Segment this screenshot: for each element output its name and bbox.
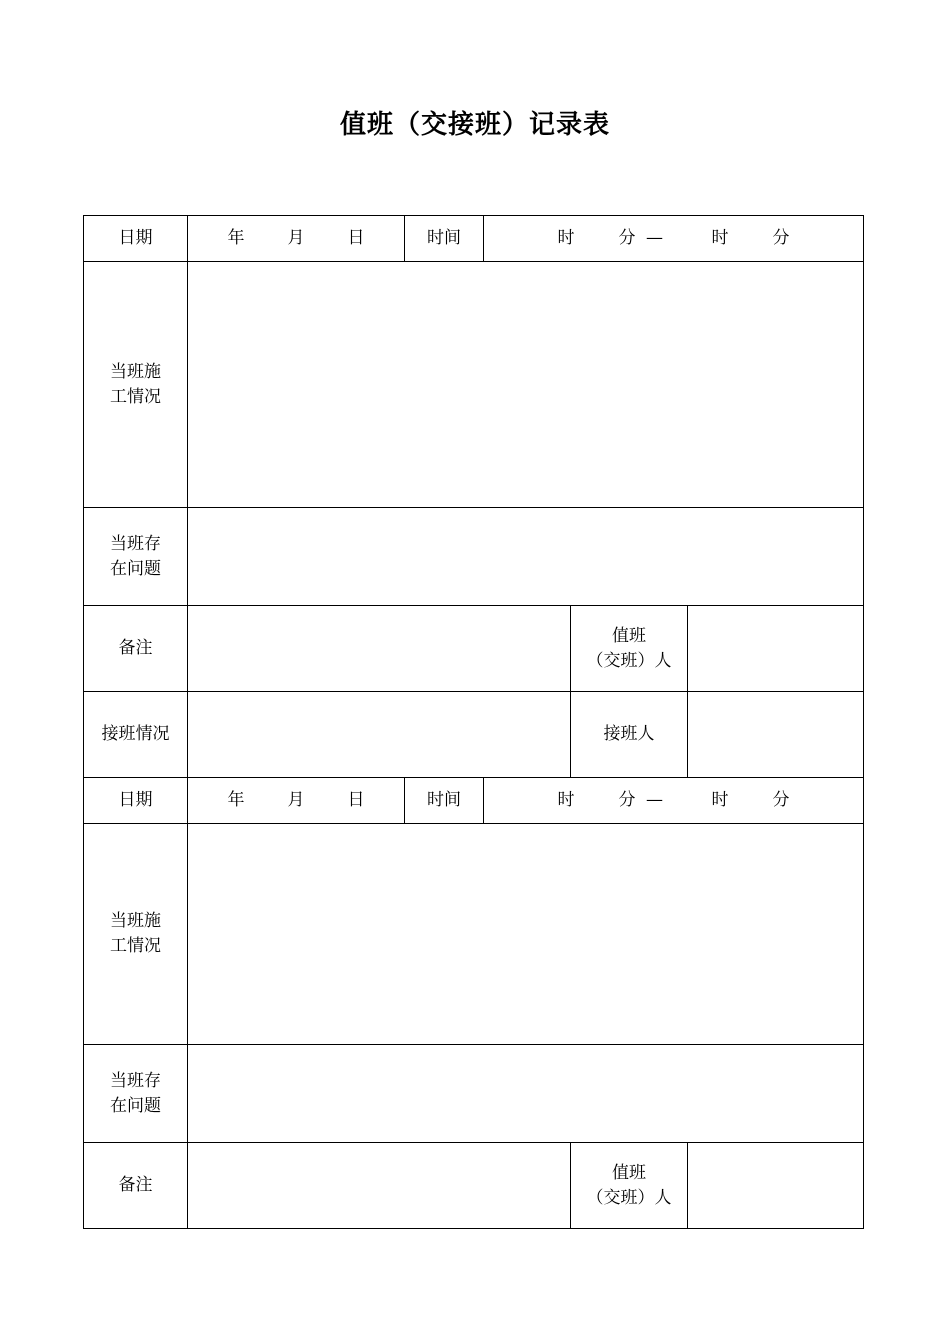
issues-row bbox=[84, 508, 864, 606]
issues-row bbox=[84, 1045, 864, 1143]
remarks-label: 备注 bbox=[84, 1143, 188, 1229]
year-label: 年 bbox=[227, 790, 245, 810]
construction-label: 当班施 工情况 bbox=[84, 824, 188, 1045]
duty-person-label: 值班 （交班）人 bbox=[571, 1143, 688, 1229]
minute-label: 分 bbox=[618, 228, 636, 248]
day-label: 日 bbox=[347, 790, 365, 810]
issues-label: 当班存 在问题 bbox=[84, 1045, 188, 1143]
duty-record-table bbox=[83, 215, 864, 1229]
construction-field[interactable] bbox=[188, 262, 864, 508]
date-row bbox=[84, 216, 864, 262]
issues-field[interactable] bbox=[188, 1045, 864, 1143]
remarks-field[interactable] bbox=[188, 606, 571, 692]
remarks-label: 备注 bbox=[84, 606, 188, 692]
time-label: 时间 bbox=[405, 778, 484, 824]
time-range-field[interactable] bbox=[484, 778, 864, 824]
construction-label: 当班施 工情况 bbox=[84, 262, 188, 508]
receiver-label: 接班人 bbox=[571, 692, 688, 778]
duty-person-field[interactable] bbox=[688, 606, 864, 692]
date-field[interactable] bbox=[188, 216, 405, 262]
hour-label: 时 bbox=[557, 790, 575, 810]
date-label: 日期 bbox=[84, 778, 188, 824]
receiver-field[interactable] bbox=[688, 692, 864, 778]
minute-label: 分 bbox=[618, 790, 636, 810]
construction-row bbox=[84, 262, 864, 508]
range-dash: — bbox=[646, 790, 664, 810]
time-label: 时间 bbox=[405, 216, 484, 262]
remarks-row bbox=[84, 606, 864, 692]
range-dash: — bbox=[646, 228, 664, 248]
day-label: 日 bbox=[347, 228, 365, 248]
month-label: 月 bbox=[287, 790, 305, 810]
hour-label-2: 时 bbox=[711, 790, 729, 810]
time-range-field[interactable] bbox=[484, 216, 864, 262]
handover-field[interactable] bbox=[188, 692, 571, 778]
handover-row bbox=[84, 692, 864, 778]
hour-label-2: 时 bbox=[711, 228, 729, 248]
year-label: 年 bbox=[227, 228, 245, 248]
date-label: 日期 bbox=[84, 216, 188, 262]
minute-label-2: 分 bbox=[772, 228, 790, 248]
month-label: 月 bbox=[287, 228, 305, 248]
minute-label-2: 分 bbox=[772, 790, 790, 810]
construction-row bbox=[84, 824, 864, 1045]
hour-label: 时 bbox=[557, 228, 575, 248]
issues-field[interactable] bbox=[188, 508, 864, 606]
date-field[interactable] bbox=[188, 778, 405, 824]
duty-person-label: 值班 （交班）人 bbox=[571, 606, 688, 692]
date-row bbox=[84, 778, 864, 824]
construction-field[interactable] bbox=[188, 824, 864, 1045]
duty-person-field[interactable] bbox=[688, 1143, 864, 1229]
issues-label: 当班存 在问题 bbox=[84, 508, 188, 606]
remarks-row bbox=[84, 1143, 864, 1229]
handover-label: 接班情况 bbox=[84, 692, 188, 778]
remarks-field[interactable] bbox=[188, 1143, 571, 1229]
page-title: 值班（交接班）记录表 bbox=[339, 110, 610, 140]
